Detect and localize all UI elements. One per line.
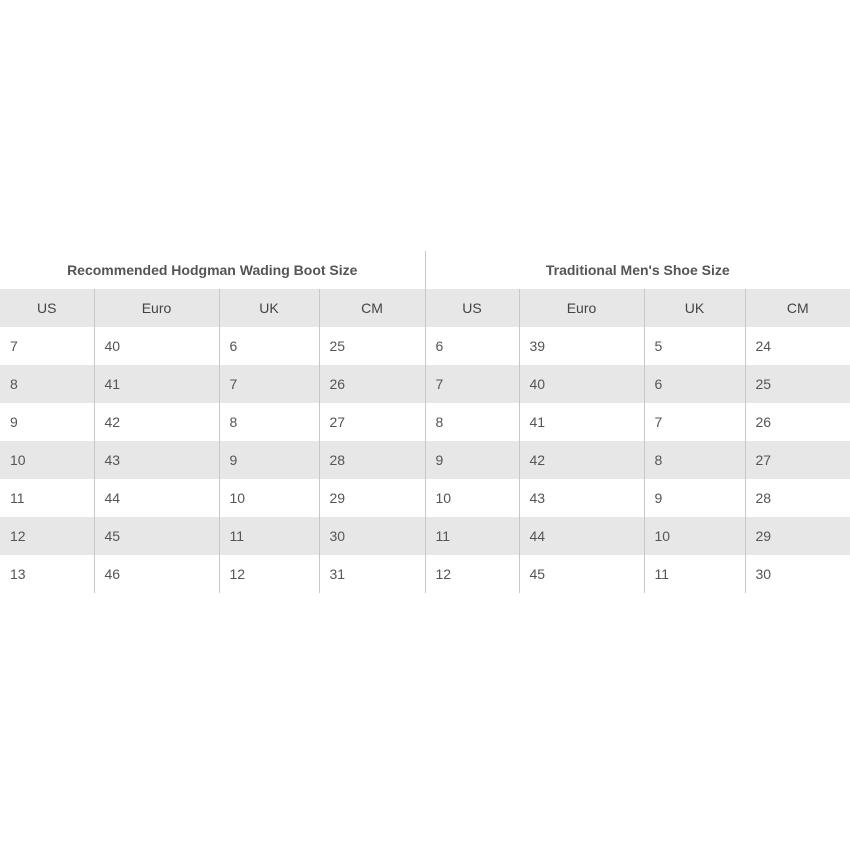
column-header-boot-uk: UK (219, 289, 319, 327)
boot-size-group-title: Recommended Hodgman Wading Boot Size (0, 251, 425, 289)
table-cell: 12 (219, 555, 319, 593)
table-cell: 42 (519, 441, 644, 479)
table-cell: 43 (94, 441, 219, 479)
column-header-boot-us: US (0, 289, 94, 327)
table-cell: 7 (219, 365, 319, 403)
table-cell: 11 (219, 517, 319, 555)
table-cell: 25 (745, 365, 850, 403)
table-cell: 42 (94, 403, 219, 441)
column-header-boot-euro: Euro (94, 289, 219, 327)
table-cell: 13 (10, 566, 26, 582)
table-row (0, 441, 850, 479)
table-cell: 7 (644, 403, 745, 441)
table-cell: 26 (745, 403, 850, 441)
table-cell: 12 (425, 555, 519, 593)
table-cell: 11 (644, 555, 745, 593)
table-cell: 28 (319, 441, 425, 479)
table-row (0, 555, 850, 593)
column-header-shoe-uk: UK (644, 289, 745, 327)
table-cell: 27 (319, 403, 425, 441)
table-cell: 10 (0, 441, 94, 479)
table-cell: 9 (425, 441, 519, 479)
table-cell: 8 (0, 365, 94, 403)
table-row (0, 327, 850, 365)
table-cell: 30 (319, 517, 425, 555)
table-cell: 10 (644, 517, 745, 555)
table-cell: 8 (644, 441, 745, 479)
table-cell: 39 (519, 327, 644, 365)
column-header-row (0, 289, 850, 327)
table-cell: 29 (745, 517, 850, 555)
table-cell: 26 (319, 365, 425, 403)
table-cell: 5 (644, 327, 745, 365)
table-cell: 6 (425, 327, 519, 365)
column-header-shoe-us: US (425, 289, 519, 327)
table-cell: 8 (219, 403, 319, 441)
table-cell: 44 (94, 479, 219, 517)
table-cell: 10 (425, 479, 519, 517)
table-cell: 41 (94, 365, 219, 403)
table-cell: 6 (644, 365, 745, 403)
table-cell: 9 (644, 479, 745, 517)
table-cell: 8 (425, 403, 519, 441)
size-table (0, 251, 850, 593)
table-cell: 11 (10, 490, 25, 506)
table-cell: 25 (319, 327, 425, 365)
table-cell: 28 (745, 479, 850, 517)
table-cell: 9 (10, 414, 18, 430)
table-cell: 11 (425, 517, 519, 555)
table-row (0, 403, 850, 441)
table-cell: 43 (519, 479, 644, 517)
table-cell: 27 (745, 441, 850, 479)
table-row (0, 365, 850, 403)
table-cell: 41 (519, 403, 644, 441)
table-cell: 6 (219, 327, 319, 365)
table-cell: 30 (745, 555, 850, 593)
table-cell: 45 (519, 555, 644, 593)
table-cell: 31 (319, 555, 425, 593)
group-header-row (0, 251, 850, 289)
table-cell: 40 (94, 327, 219, 365)
table-cell: 7 (425, 365, 519, 403)
table-cell: 9 (219, 441, 319, 479)
table-cell: 12 (0, 517, 94, 555)
table-cell: 7 (10, 338, 18, 354)
column-header-shoe-cm: CM (745, 289, 850, 327)
table-cell: 29 (319, 479, 425, 517)
table-cell: 44 (519, 517, 644, 555)
column-header-shoe-euro: Euro (519, 289, 644, 327)
table-row (0, 479, 850, 517)
table-cell: 10 (219, 479, 319, 517)
shoe-size-group-title: Traditional Men's Shoe Size (425, 251, 850, 289)
table-cell: 45 (94, 517, 219, 555)
column-header-boot-cm: CM (319, 289, 425, 327)
table-cell: 40 (519, 365, 644, 403)
table-row (0, 517, 850, 555)
size-chart (0, 251, 850, 593)
table-cell: 46 (94, 555, 219, 593)
table-cell: 24 (745, 327, 850, 365)
